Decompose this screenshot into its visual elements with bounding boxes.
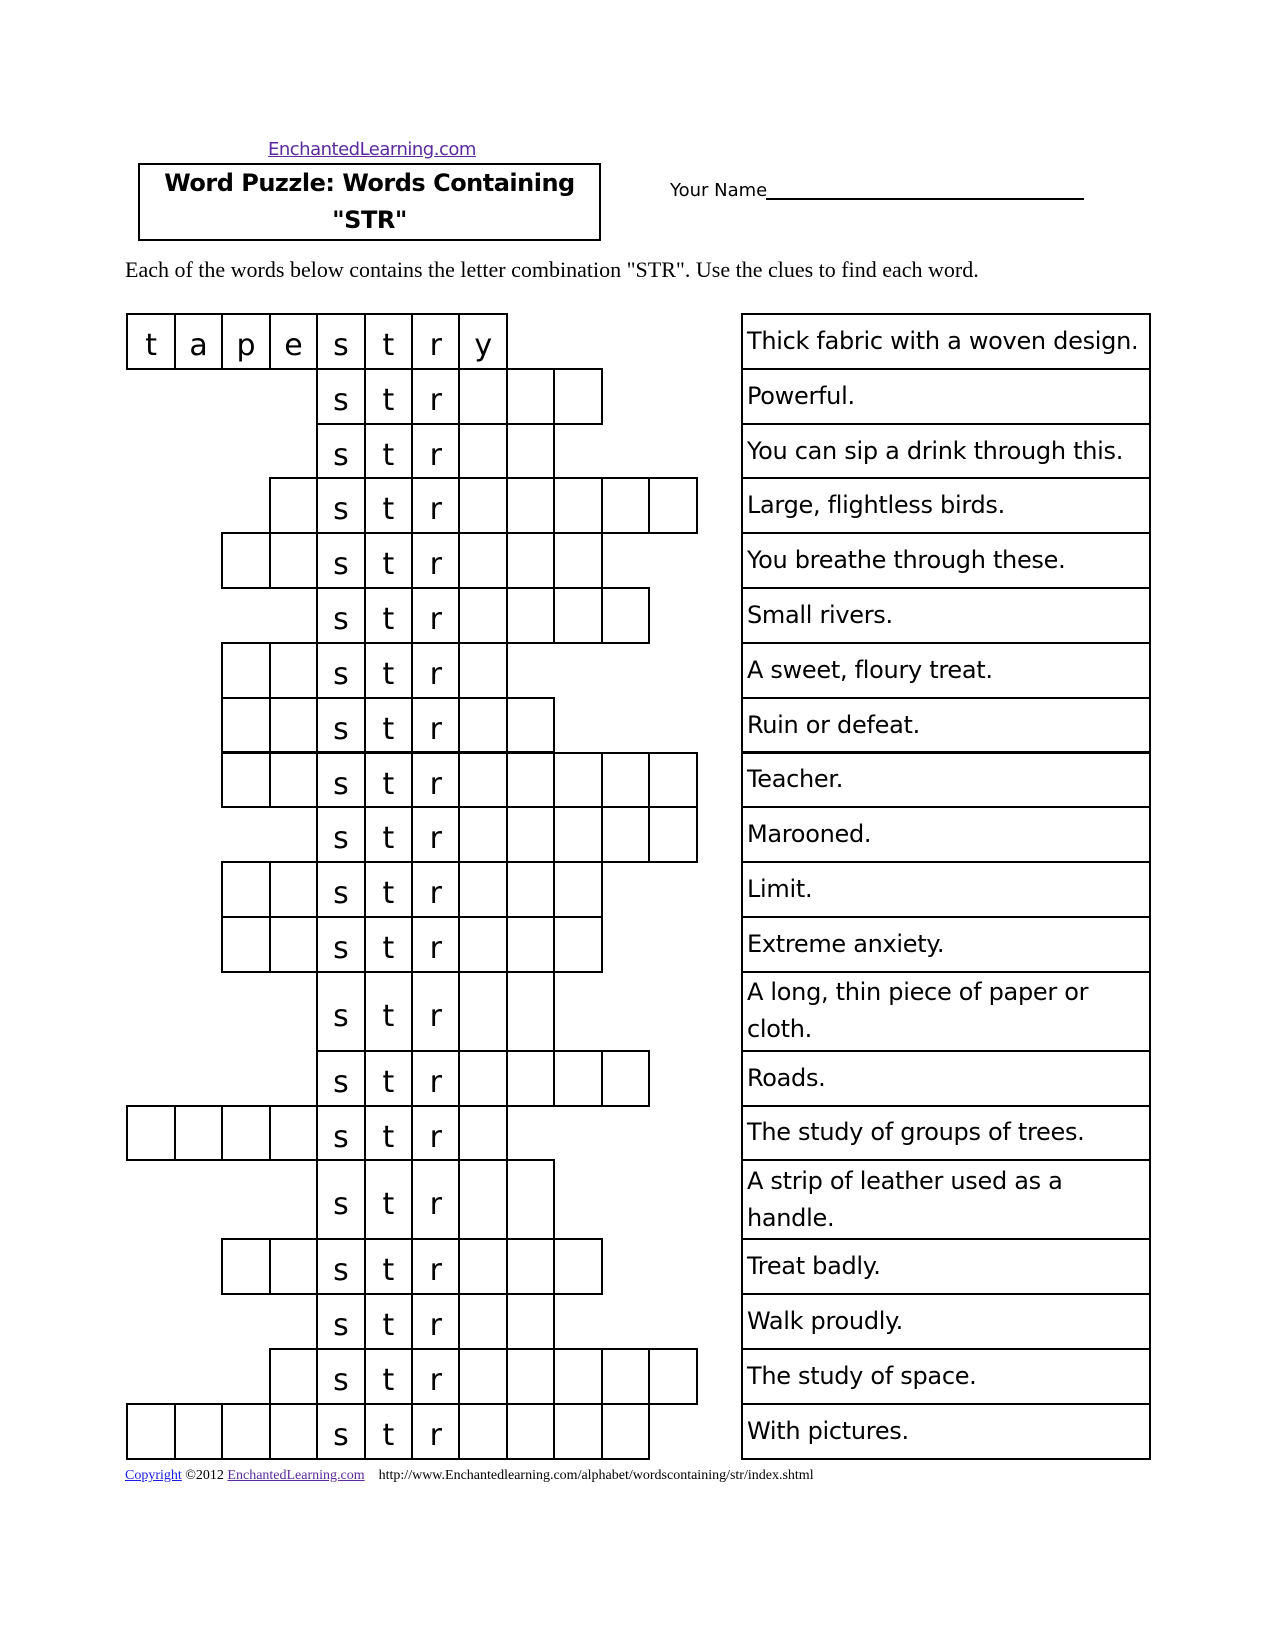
- blank-cell[interactable]: [506, 1403, 555, 1460]
- blank-cell[interactable]: [506, 1348, 555, 1405]
- letter-cell: s: [316, 642, 365, 699]
- letter-cell: r: [411, 697, 460, 754]
- blank-cell[interactable]: [458, 1050, 507, 1107]
- blank-cell[interactable]: [506, 916, 555, 973]
- letter-cell: s: [316, 971, 365, 1052]
- blank-cell[interactable]: [458, 1293, 507, 1350]
- clue-text: Powerful.: [741, 368, 1151, 425]
- letter-cell: r: [411, 971, 460, 1052]
- blank-cell[interactable]: [553, 752, 602, 809]
- letter-cell: r: [411, 752, 460, 809]
- letter-cell: t: [364, 313, 413, 370]
- letter-cell: r: [411, 313, 460, 370]
- blank-cell[interactable]: [269, 916, 318, 973]
- blank-cell[interactable]: [458, 1159, 507, 1240]
- blank-cell[interactable]: [126, 1105, 175, 1162]
- blank-cell[interactable]: [553, 368, 602, 425]
- blank-cell[interactable]: [506, 368, 555, 425]
- blank-cell[interactable]: [458, 971, 507, 1052]
- letter-cell: t: [364, 477, 413, 534]
- blank-cell[interactable]: [601, 806, 650, 863]
- blank-cell[interactable]: [553, 1238, 602, 1295]
- blank-cell[interactable]: [553, 477, 602, 534]
- letter-cell: s: [316, 697, 365, 754]
- letter-cell: r: [411, 368, 460, 425]
- clue-text: Teacher.: [741, 752, 1151, 809]
- blank-cell[interactable]: [506, 1050, 555, 1107]
- clue-text: Roads.: [741, 1050, 1151, 1107]
- letter-cell: t: [364, 1159, 413, 1240]
- blank-cell[interactable]: [648, 1348, 697, 1405]
- letter-cell: t: [364, 916, 413, 973]
- blank-cell[interactable]: [553, 916, 602, 973]
- letter-cell: t: [364, 532, 413, 589]
- blank-cell[interactable]: [221, 861, 270, 918]
- blank-cell[interactable]: [553, 587, 602, 644]
- blank-cell[interactable]: [269, 697, 318, 754]
- clue-text: Ruin or defeat.: [741, 697, 1151, 754]
- blank-cell[interactable]: [648, 752, 697, 809]
- clue-text: Marooned.: [741, 806, 1151, 863]
- name-label: Your Name: [670, 180, 768, 201]
- clue-text: Thick fabric with a woven design.: [741, 313, 1151, 370]
- letter-cell: s: [316, 368, 365, 425]
- blank-cell[interactable]: [269, 1403, 318, 1460]
- blank-cell[interactable]: [458, 532, 507, 589]
- letter-cell: s: [316, 1403, 365, 1460]
- blank-cell[interactable]: [221, 1403, 270, 1460]
- letter-cell: r: [411, 1348, 460, 1405]
- blank-cell[interactable]: [506, 752, 555, 809]
- blank-cell[interactable]: [506, 806, 555, 863]
- blank-cell[interactable]: [506, 587, 555, 644]
- blank-cell[interactable]: [458, 861, 507, 918]
- clue-text: Limit.: [741, 861, 1151, 918]
- blank-cell[interactable]: [601, 1348, 650, 1405]
- blank-cell[interactable]: [458, 477, 507, 534]
- blank-cell[interactable]: [458, 1348, 507, 1405]
- letter-cell: s: [316, 752, 365, 809]
- blank-cell[interactable]: [458, 368, 507, 425]
- letter-cell: t: [364, 1050, 413, 1107]
- letter-cell: t: [364, 587, 413, 644]
- clue-text: Small rivers.: [741, 587, 1151, 644]
- letter-cell: t: [364, 697, 413, 754]
- letter-cell: t: [364, 423, 413, 480]
- blank-cell[interactable]: [458, 1105, 507, 1162]
- blank-cell[interactable]: [458, 697, 507, 754]
- letter-cell: r: [411, 1403, 460, 1460]
- blank-cell[interactable]: [458, 1238, 507, 1295]
- blank-cell[interactable]: [601, 477, 650, 534]
- letter-cell: r: [411, 1293, 460, 1350]
- clue-text: You can sip a drink through this.: [741, 423, 1151, 480]
- letter-cell: t: [364, 1238, 413, 1295]
- blank-cell[interactable]: [269, 752, 318, 809]
- blank-cell[interactable]: [553, 1403, 602, 1460]
- blank-cell[interactable]: [221, 642, 270, 699]
- blank-cell[interactable]: [174, 1105, 223, 1162]
- blank-cell[interactable]: [506, 477, 555, 534]
- blank-cell[interactable]: [458, 642, 507, 699]
- clue-text: With pictures.: [741, 1403, 1151, 1460]
- blank-cell[interactable]: [269, 477, 318, 534]
- clue-text: You breathe through these.: [741, 532, 1151, 589]
- blank-cell[interactable]: [506, 423, 555, 480]
- blank-cell[interactable]: [506, 861, 555, 918]
- clue-text: A long, thin piece of paper or cloth.: [741, 971, 1151, 1052]
- blank-cell[interactable]: [458, 752, 507, 809]
- letter-cell: p: [221, 313, 270, 370]
- blank-cell[interactable]: [601, 1403, 650, 1460]
- letter-cell: t: [364, 752, 413, 809]
- blank-cell[interactable]: [506, 697, 555, 754]
- letter-cell: t: [364, 1105, 413, 1162]
- blank-cell[interactable]: [553, 1050, 602, 1107]
- letter-cell: r: [411, 1159, 460, 1240]
- clue-text: A sweet, floury treat.: [741, 642, 1151, 699]
- footer: [125, 1468, 814, 1484]
- letter-cell: t: [126, 313, 175, 370]
- blank-cell[interactable]: [553, 806, 602, 863]
- letter-cell: a: [174, 313, 223, 370]
- clue-text: Large, flightless birds.: [741, 477, 1151, 534]
- letter-cell: s: [316, 1238, 365, 1295]
- letter-cell: r: [411, 806, 460, 863]
- letter-cell: r: [411, 916, 460, 973]
- letter-cell: t: [364, 368, 413, 425]
- letter-cell: t: [364, 861, 413, 918]
- blank-cell[interactable]: [269, 1348, 318, 1405]
- name-field-line[interactable]: [766, 198, 1084, 200]
- letter-cell: s: [316, 587, 365, 644]
- blank-cell[interactable]: [458, 806, 507, 863]
- blank-cell[interactable]: [648, 806, 697, 863]
- letter-cell: t: [364, 806, 413, 863]
- clue-text: A strip of leather used as a handle.: [741, 1159, 1151, 1240]
- blank-cell[interactable]: [506, 1238, 555, 1295]
- clue-text: The study of space.: [741, 1348, 1151, 1405]
- letter-cell: s: [316, 1293, 365, 1350]
- letter-cell: t: [364, 1403, 413, 1460]
- letter-cell: r: [411, 1105, 460, 1162]
- letter-cell: r: [411, 587, 460, 644]
- blank-cell[interactable]: [601, 587, 650, 644]
- blank-cell[interactable]: [458, 423, 507, 480]
- blank-cell[interactable]: [174, 1403, 223, 1460]
- footer-site-link[interactable]: EnchantedLearning.com: [227, 1468, 365, 1483]
- blank-cell[interactable]: [553, 532, 602, 589]
- blank-cell[interactable]: [458, 587, 507, 644]
- page-url: http://www.Enchantedlearning.com/alphabet/wordscontaining/str/index.shtml: [378, 1468, 814, 1483]
- letter-cell: y: [458, 313, 507, 370]
- blank-cell[interactable]: [221, 697, 270, 754]
- letter-cell: s: [316, 1105, 365, 1162]
- letter-cell: r: [411, 423, 460, 480]
- blank-cell[interactable]: [126, 1403, 175, 1460]
- letter-cell: r: [411, 861, 460, 918]
- letter-cell: t: [364, 642, 413, 699]
- blank-cell[interactable]: [221, 532, 270, 589]
- blank-cell[interactable]: [221, 1105, 270, 1162]
- blank-cell[interactable]: [269, 861, 318, 918]
- letter-cell: s: [316, 1348, 365, 1405]
- letter-cell: r: [411, 1238, 460, 1295]
- letter-cell: r: [411, 477, 460, 534]
- letter-cell: s: [316, 916, 365, 973]
- blank-cell[interactable]: [601, 752, 650, 809]
- blank-cell[interactable]: [553, 861, 602, 918]
- blank-cell[interactable]: [221, 752, 270, 809]
- letter-cell: s: [316, 1159, 365, 1240]
- blank-cell[interactable]: [458, 916, 507, 973]
- clue-text: Extreme anxiety.: [741, 916, 1151, 973]
- letter-cell: t: [364, 1293, 413, 1350]
- blank-cell[interactable]: [601, 1050, 650, 1107]
- letter-cell: e: [269, 313, 318, 370]
- blank-cell[interactable]: [269, 1238, 318, 1295]
- blank-cell[interactable]: [506, 1293, 555, 1350]
- blank-cell[interactable]: [506, 1159, 555, 1240]
- letter-cell: s: [316, 477, 365, 534]
- letter-cell: s: [316, 532, 365, 589]
- letter-cell: r: [411, 642, 460, 699]
- letter-cell: s: [316, 1050, 365, 1107]
- blank-cell[interactable]: [221, 1238, 270, 1295]
- letter-cell: s: [316, 861, 365, 918]
- letter-cell: r: [411, 532, 460, 589]
- letter-cell: t: [364, 971, 413, 1052]
- page-title: Word Puzzle: Words Containing "STR": [138, 163, 601, 241]
- letter-cell: s: [316, 806, 365, 863]
- clue-text: The study of groups of trees.: [741, 1105, 1151, 1162]
- copyright-link[interactable]: Copyright: [125, 1468, 182, 1483]
- blank-cell[interactable]: [221, 916, 270, 973]
- clue-text: Treat badly.: [741, 1238, 1151, 1295]
- blank-cell[interactable]: [269, 1105, 318, 1162]
- blank-cell[interactable]: [269, 532, 318, 589]
- letter-cell: s: [316, 423, 365, 480]
- blank-cell[interactable]: [506, 971, 555, 1052]
- site-link[interactable]: EnchantedLearning.com: [268, 139, 476, 160]
- blank-cell[interactable]: [269, 642, 318, 699]
- letter-cell: s: [316, 313, 365, 370]
- clue-text: Walk proudly.: [741, 1293, 1151, 1350]
- blank-cell[interactable]: [648, 477, 697, 534]
- blank-cell[interactable]: [458, 1403, 507, 1460]
- letter-cell: r: [411, 1050, 460, 1107]
- copyright-year: ©2012: [185, 1468, 224, 1483]
- blank-cell[interactable]: [553, 1348, 602, 1405]
- instructions: Each of the words below contains the letter combination "STR". Use the clues to find each word.: [125, 257, 979, 282]
- letter-cell: t: [364, 1348, 413, 1405]
- blank-cell[interactable]: [506, 532, 555, 589]
